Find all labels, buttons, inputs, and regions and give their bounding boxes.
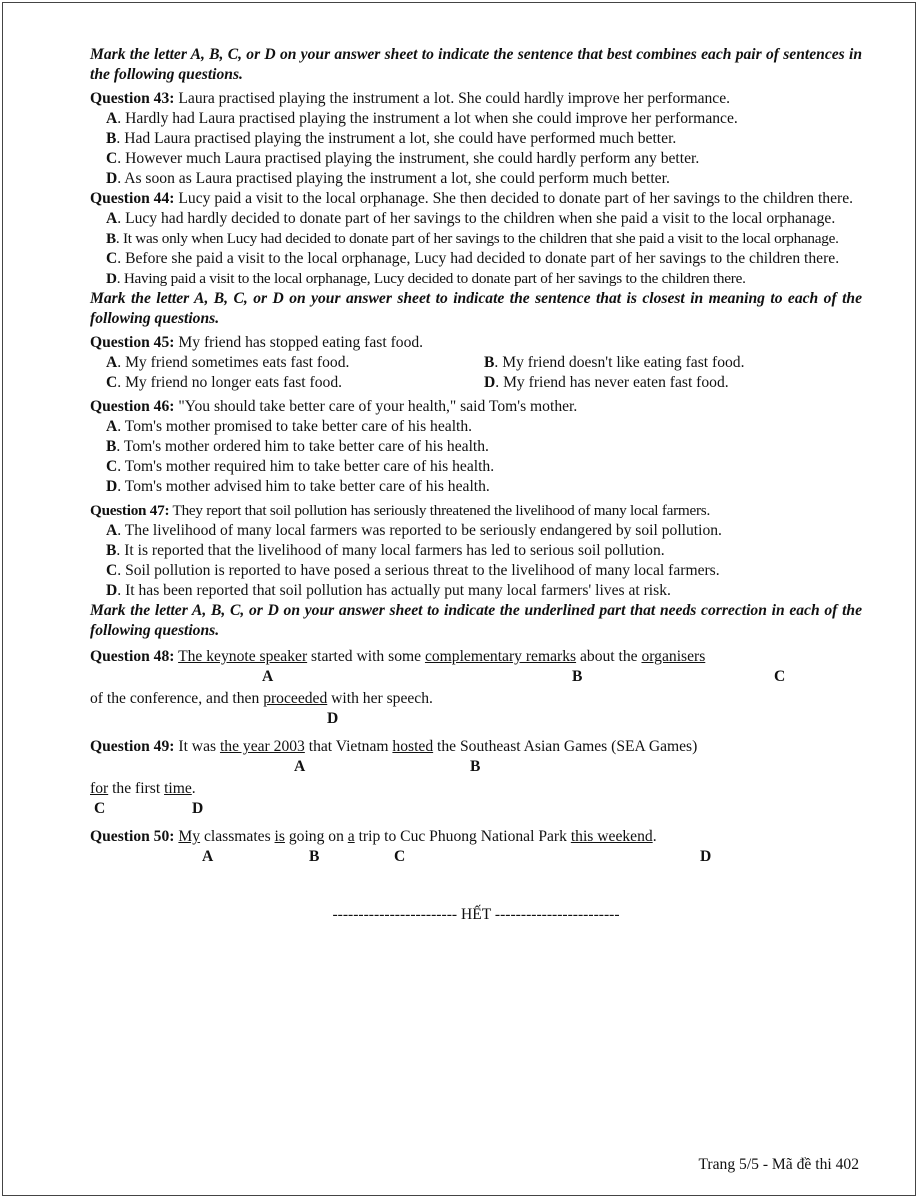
option-c: C. My friend no longer eats fast food. (106, 374, 343, 391)
question-number: Question 48: (90, 648, 175, 665)
underlined-part-c: a (347, 828, 355, 845)
question-49: Question 49: It was the year 2003 that Vietnam hosted the Southeast Asian Games (SEA Games) A B for the first time. C D (90, 737, 862, 821)
question-number: Question 44: (90, 190, 175, 207)
option-c: C. However much Laura practised playing the instrument, she could hardly perform any better. (106, 150, 700, 167)
section-instruction-combine: Mark the letter A, B, C, or D on your answer sheet to indicate the sentence that best combines each pair of sentences in the following questions. (90, 46, 862, 83)
letter-d: D (327, 710, 339, 727)
letter-d: D (192, 800, 204, 817)
question-number: Question 49: (90, 738, 175, 755)
underlined-part-c: for (90, 780, 109, 797)
letter-c: C (394, 848, 406, 865)
question-stem: My friend has stopped eating fast food. (174, 334, 424, 351)
letter-a: A (262, 668, 274, 685)
option-b: B. My friend doesn't like eating fast food. (484, 354, 745, 371)
underlined-part-a: My (178, 828, 201, 845)
answer-letters-row (90, 667, 862, 689)
underlined-part-d: time (164, 780, 192, 797)
letter-b: B (572, 668, 583, 685)
question-48: Question 48: The keynote speaker started with some complementary remarks about the organisers A B C of the conference, and then proceeded with her speech. D (90, 647, 862, 731)
exam-content (90, 45, 862, 925)
letter-d: D (700, 848, 712, 865)
question-number: Question 47: (90, 502, 170, 519)
underlined-part-b: hosted (392, 738, 434, 755)
option-b: B. Tom's mother ordered him to take better care of his health. (106, 438, 489, 455)
option-d: D. It has been reported that soil pollution has actually put many local farmers' lives at risk. (106, 582, 671, 599)
letter-c: C (94, 800, 106, 817)
option-c: C. Tom's mother required him to take better care of his health. (106, 458, 495, 475)
option-d: D. As soon as Laura practised playing the instrument a lot, she could perform much better. (106, 170, 670, 187)
underlined-part-c: organisers (641, 648, 706, 665)
underlined-part-b: is (274, 828, 285, 845)
option-a: A. Lucy had hardly decided to donate part of her savings to the children when she paid a visit to the local orphanage. (106, 210, 836, 227)
section-instruction-closest: Mark the letter A, B, C, or D on your answer sheet to indicate the sentence that is closest in meaning to each of the following questions. (90, 290, 862, 327)
underlined-part-d: this weekend (570, 828, 653, 845)
option-b: B. It was only when Lucy had decided to donate part of her savings to the children that she paid a visit to the local orphanage. (106, 230, 839, 247)
underlined-part-a: The keynote speaker (178, 648, 308, 665)
question-43 (90, 89, 862, 189)
question-stem: They report that soil pollution has seriously threatened the livelihood of many local farmers. (169, 502, 710, 519)
question-number: Question 43: (90, 90, 175, 107)
option-b: B. It is reported that the livelihood of many local farmers has led to serious soil pollution. (106, 542, 665, 559)
option-a: A. The livelihood of many local farmers was reported to be seriously endangered by soil pollution. (106, 522, 722, 539)
section-instruction-correction: Mark the letter A, B, C, or D on your answer sheet to indicate the underlined part that needs correction in each of the following questions. (90, 602, 862, 639)
answer-letters-row (90, 847, 862, 869)
option-a: A. Hardly had Laura practised playing the instrument a lot when she could improve her performance. (106, 110, 738, 127)
answer-letters-row (90, 757, 862, 779)
letter-c: C (774, 668, 786, 685)
question-45 (90, 333, 862, 393)
end-of-exam-mark: ------------------------ HẾT ------------------------ (332, 906, 620, 923)
page-footer: Trang 5/5 - Mã đề thi 402 (698, 1156, 859, 1173)
letter-a: A (202, 848, 214, 865)
option-a: A. My friend sometimes eats fast food. (106, 354, 350, 371)
option-a: A. Tom's mother promised to take better care of his health. (106, 418, 473, 435)
question-number: Question 45: (90, 334, 175, 351)
underlined-part-d: proceeded (263, 690, 328, 707)
option-d: D. My friend has never eaten fast food. (484, 374, 729, 391)
letter-b: B (309, 848, 320, 865)
question-47 (90, 501, 862, 601)
answer-letters-row (90, 709, 862, 731)
option-c: C. Soil pollution is reported to have posed a serious threat to the livelihood of many local farmers. (106, 562, 720, 579)
exam-page (2, 2, 916, 1196)
letter-b: B (470, 758, 481, 775)
option-c: C. Before she paid a visit to the local orphanage, Lucy had decided to donate part of her savings to the children there. (106, 250, 840, 267)
question-50: Question 50: My classmates is going on a trip to Cuc Phuong National Park this weekend. A B C D (90, 827, 862, 869)
letter-a: A (294, 758, 306, 775)
option-d: D. Tom's mother advised him to take better care of his health. (106, 478, 490, 495)
option-d: D. Having paid a visit to the local orphanage, Lucy decided to donate part of her savings to the children there. (106, 270, 746, 287)
question-stem: "You should take better care of your health," said Tom's mother. (174, 398, 578, 415)
question-44 (90, 189, 862, 289)
underlined-part-a: the year 2003 (219, 738, 305, 755)
question-number: Question 46: (90, 398, 175, 415)
question-number: Question 50: (90, 828, 175, 845)
question-46 (90, 397, 862, 497)
question-stem: Lucy paid a visit to the local orphanage. She then decided to donate part of her savings to the children there. (174, 190, 854, 207)
answer-letters-row (90, 799, 862, 821)
underlined-part-b: complementary remarks (424, 648, 577, 665)
option-b: B. Had Laura practised playing the instrument a lot, she could have performed much better. (106, 130, 677, 147)
question-stem: Laura practised playing the instrument a lot. She could hardly improve her performance. (174, 90, 731, 107)
